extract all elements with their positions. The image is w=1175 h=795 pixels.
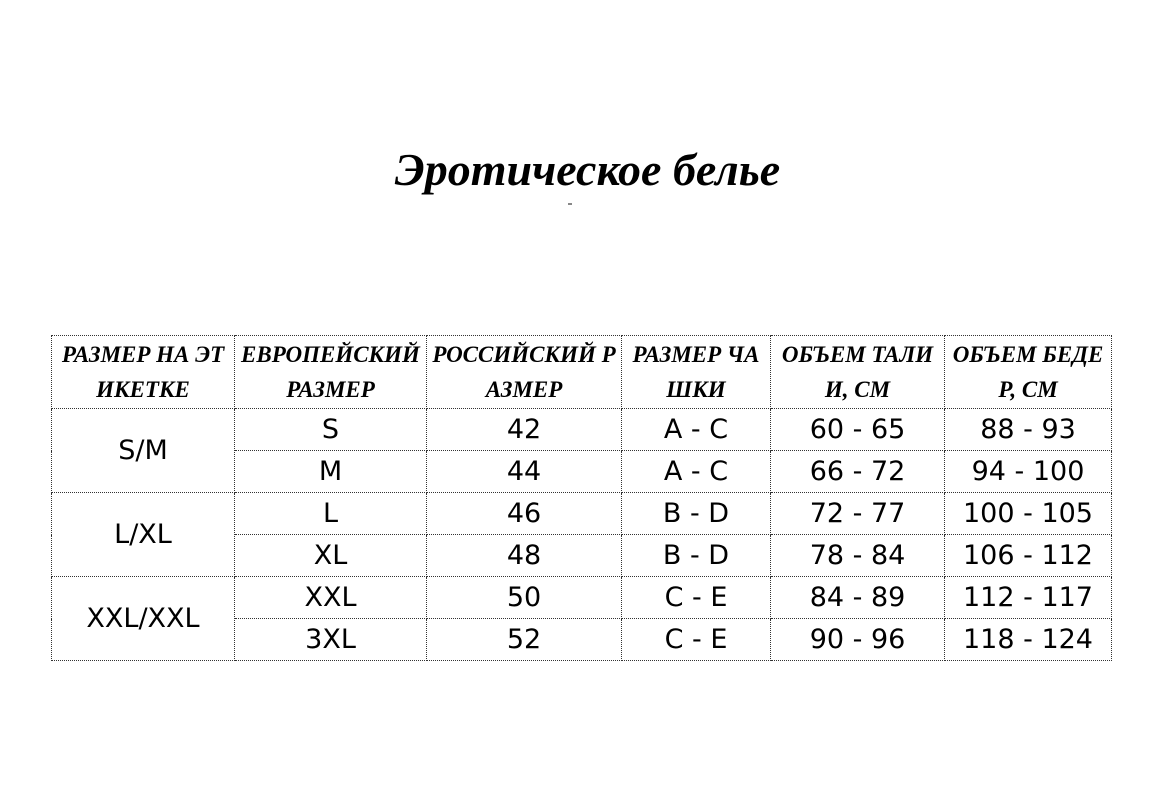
cup-size-cell: B - D (622, 535, 771, 577)
page-title: Эротическое белье (394, 144, 781, 195)
european-size-cell: L (235, 493, 427, 535)
waist-cell: 72 - 77 (771, 493, 945, 535)
hips-cell: 94 - 100 (945, 451, 1112, 493)
european-size-cell: S (235, 409, 427, 451)
header-cup-size: РАЗМЕР ЧАШКИ (622, 336, 771, 409)
label-size-cell: L/XL (52, 493, 235, 577)
header-label-size: РАЗМЕР НА ЭТИКЕТКЕ (52, 336, 235, 409)
label-size-cell: XXL/XXL (52, 577, 235, 661)
waist-cell: 78 - 84 (771, 535, 945, 577)
russian-size-cell: 50 (427, 577, 622, 619)
european-size-cell: 3XL (235, 619, 427, 661)
cup-size-cell: A - C (622, 409, 771, 451)
european-size-cell: M (235, 451, 427, 493)
cup-size-cell: C - E (622, 619, 771, 661)
russian-size-cell: 52 (427, 619, 622, 661)
cup-size-cell: B - D (622, 493, 771, 535)
header-waist: ОБЪЕМ ТАЛИИ, СМ (771, 336, 945, 409)
russian-size-cell: 48 (427, 535, 622, 577)
waist-cell: 84 - 89 (771, 577, 945, 619)
table-row (52, 577, 1112, 619)
header-hips: ОБЪЕМ БЕДЕР, СМ (945, 336, 1112, 409)
table-row (52, 493, 1112, 535)
hips-cell: 88 - 93 (945, 409, 1112, 451)
cup-size-cell: C - E (622, 577, 771, 619)
russian-size-cell: 46 (427, 493, 622, 535)
cup-size-cell: A - C (622, 451, 771, 493)
hips-cell: 100 - 105 (945, 493, 1112, 535)
waist-cell: 90 - 96 (771, 619, 945, 661)
hips-cell: 112 - 117 (945, 577, 1112, 619)
european-size-cell: XL (235, 535, 427, 577)
table-row (52, 409, 1112, 451)
russian-size-cell: 44 (427, 451, 622, 493)
waist-cell: 60 - 65 (771, 409, 945, 451)
waist-cell: 66 - 72 (771, 451, 945, 493)
hips-cell: 106 - 112 (945, 535, 1112, 577)
decorative-dot (568, 203, 572, 205)
european-size-cell: XXL (235, 577, 427, 619)
header-russian-size: РОССИЙСКИЙ РАЗМЕР (427, 336, 622, 409)
hips-cell: 118 - 124 (945, 619, 1112, 661)
label-size-cell: S/M (52, 409, 235, 493)
header-european-size: ЕВРОПЕЙСКИЙ РАЗМЕР (235, 336, 427, 409)
russian-size-cell: 42 (427, 409, 622, 451)
table-header-row (52, 336, 1112, 409)
size-chart-table (51, 335, 1112, 661)
